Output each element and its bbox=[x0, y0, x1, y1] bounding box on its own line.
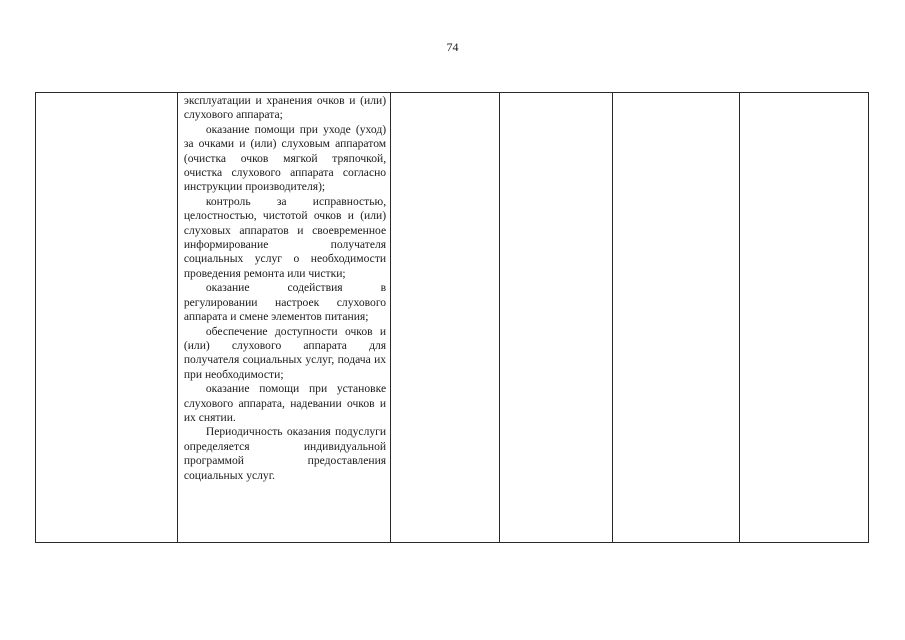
description-paragraph-5: обеспечение доступности очков и (или) слухового аппарата для получателя социальных услуг, подача их при необходимости; bbox=[183, 324, 387, 381]
page-number: 74 bbox=[446, 40, 459, 54]
description-paragraph-3: контроль за исправностью, целостностью, чистотой очков и (или) слуховых аппаратов и своевременное информирование получателя социальных услуг о необходимости проведения ремонта или чистки; bbox=[183, 194, 387, 280]
table-cell-3 bbox=[391, 93, 500, 543]
table-cell-4 bbox=[499, 93, 613, 543]
table-row bbox=[36, 93, 869, 543]
table-cell-description bbox=[177, 93, 390, 543]
description-paragraph-6: оказание помощи при установке слухового аппарата, надевании очков и их снятии. bbox=[183, 382, 387, 424]
table-cell-5 bbox=[613, 93, 740, 543]
table-cell-6 bbox=[740, 93, 869, 543]
description-paragraph-7: Периодичность оказания подуслуги определяется индивидуальной программой предоставления социальных услуг. bbox=[183, 425, 387, 482]
description-paragraph-2: оказание помощи при уходе (уход) за очками и (или) слуховым аппаратом (очистка очков мягкой тряпочкой, очистка слухового аппарата согласно инструкции производителя); bbox=[183, 122, 387, 194]
service-table bbox=[35, 92, 869, 543]
description-paragraph-1: эксплуатации и хранения очков и (или) слухового аппарата; bbox=[183, 94, 387, 122]
description-paragraph-4: оказание содействия в регулировании настроек слухового аппарата и смене элементов питания; bbox=[183, 281, 387, 324]
table-cell-1 bbox=[36, 93, 178, 543]
